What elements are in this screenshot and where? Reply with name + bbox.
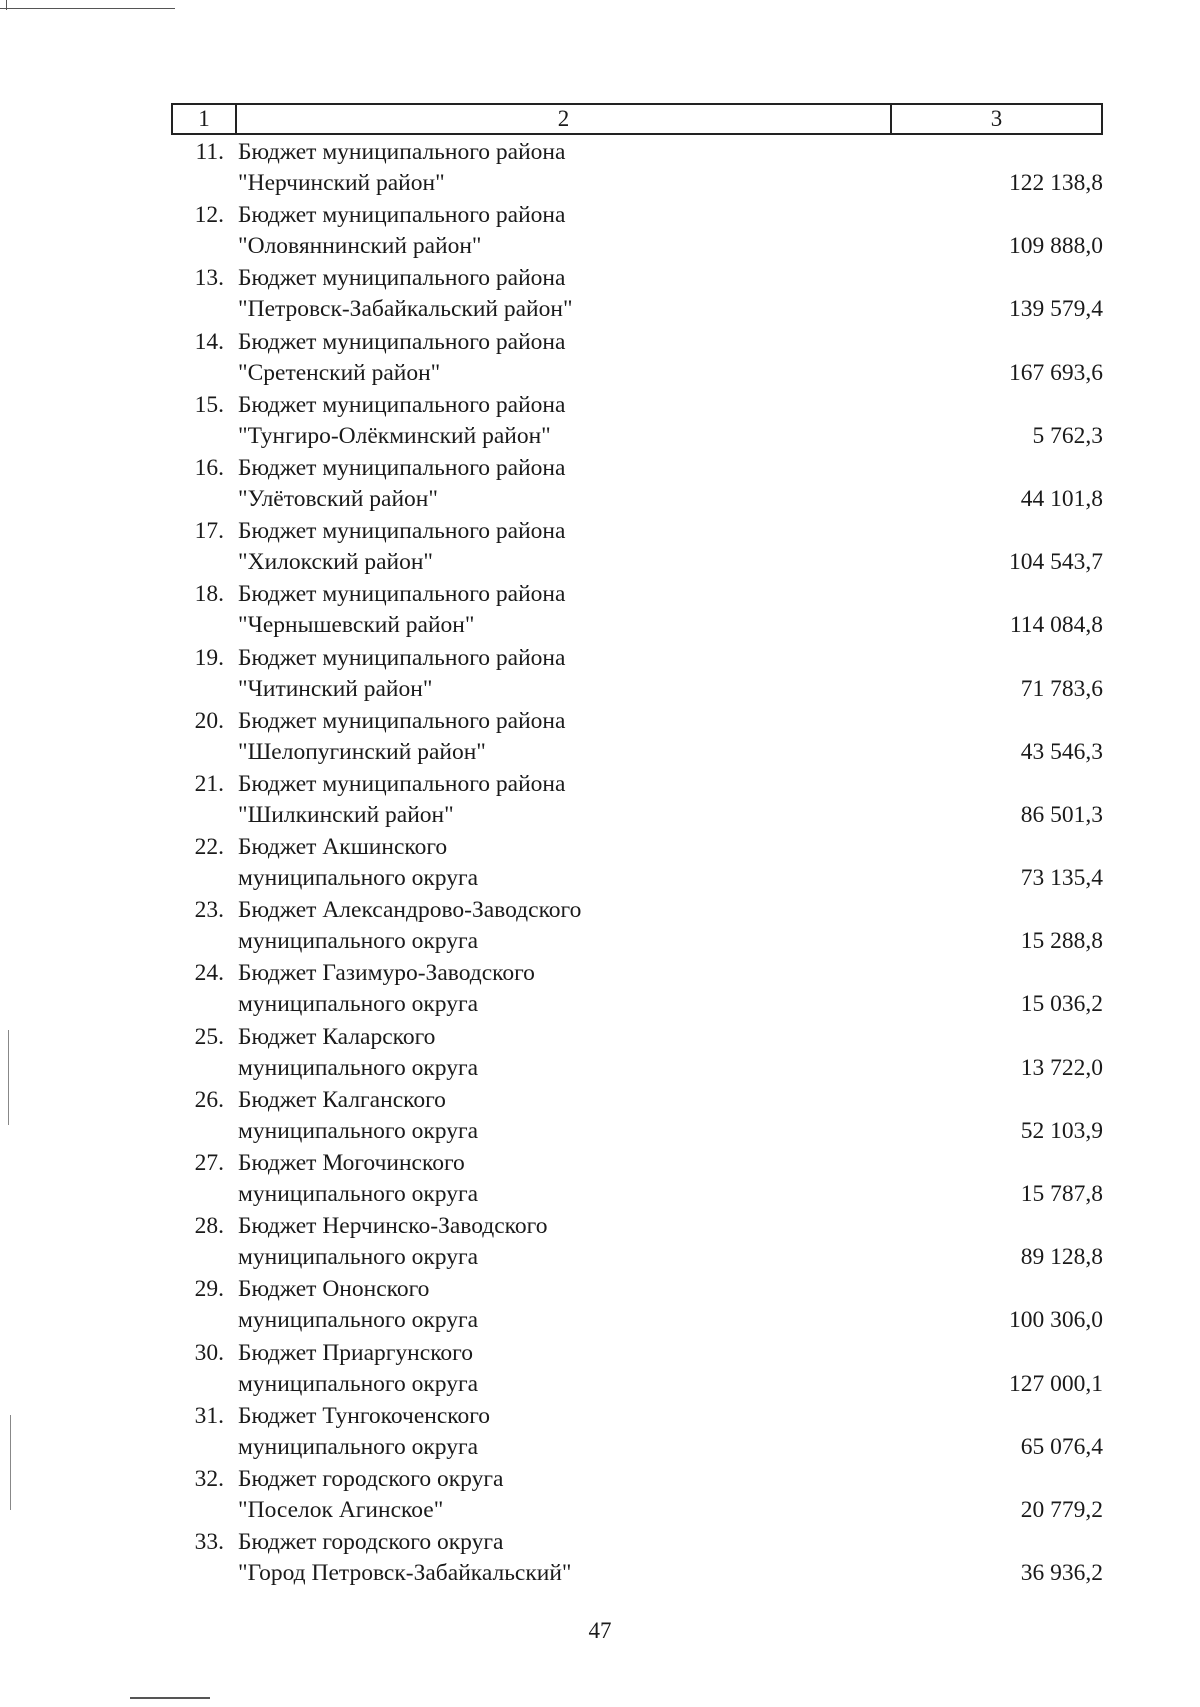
row-number: 18. [194, 581, 224, 608]
row-name-line1: Бюджет муниципального района [238, 265, 566, 292]
row-name-line1: Бюджет муниципального района [238, 518, 566, 545]
page-number: 47 [588, 1618, 612, 1643]
row-budget-name [238, 1338, 798, 1400]
row-amount: 89 128,8 [1020, 1244, 1103, 1271]
row-name-line1: Бюджет Тунгокоченского [238, 1402, 491, 1429]
row-amount: 13 722,0 [1020, 1054, 1103, 1081]
row-name-line2: муниципального округа [238, 928, 479, 955]
row-name-line1: Бюджет Ононского [238, 1276, 430, 1303]
row-budget-name [238, 263, 798, 325]
row-amount: 86 501,3 [1020, 801, 1103, 828]
row-name-line2: "Чернышевский район" [238, 612, 475, 639]
row-budget-name [238, 1274, 798, 1336]
row-name-line1: Бюджет муниципального района [238, 454, 566, 481]
table-row [171, 1085, 1103, 1148]
row-name-line1: Бюджет муниципального района [238, 328, 566, 355]
row-name-line2: "Оловяннинский район" [238, 233, 482, 260]
table-row [171, 832, 1103, 895]
row-number: 31. [194, 1402, 224, 1429]
row-name-line2: "Петровск-Забайкальский район" [238, 296, 573, 323]
row-name-line1: Бюджет муниципального района [238, 644, 566, 671]
row-budget-name [238, 1464, 798, 1526]
row-amount: 122 138,8 [1009, 170, 1103, 196]
row-number: 19. [194, 644, 224, 671]
row-name-line2: "Тунгиро-Олёкминский район" [238, 422, 551, 449]
table-row [171, 1401, 1103, 1464]
row-amount: 114 084,8 [1009, 612, 1103, 639]
row-name-line1: Бюджет городского округа [238, 1465, 504, 1492]
header-col-value: 3 [990, 106, 1003, 131]
row-budget-name [238, 1085, 798, 1147]
row-amount: 20 779,2 [1020, 1496, 1103, 1523]
row-number: 27. [194, 1150, 224, 1176]
table-row [171, 200, 1103, 263]
table-row [171, 1527, 1103, 1590]
row-number: 24. [194, 960, 224, 987]
row-name-line2: "Поселок Агинское" [238, 1496, 444, 1523]
table-row [171, 769, 1103, 832]
table-row [171, 390, 1103, 453]
table-row [171, 706, 1103, 769]
row-budget-name [238, 200, 798, 262]
scan-edge-mark [8, 1030, 9, 1125]
row-amount: 73 135,4 [1020, 865, 1103, 892]
row-number: 28. [194, 1213, 224, 1240]
table-row [171, 1211, 1103, 1274]
row-name-line2: муниципального округа [238, 1244, 479, 1271]
table-row [171, 1274, 1103, 1337]
row-name-line1: Бюджет муниципального района [238, 202, 566, 229]
row-name-line2: "Сретенский район" [238, 359, 441, 386]
table-row [171, 1338, 1103, 1401]
table-row [171, 263, 1103, 326]
row-number: 12. [194, 202, 224, 229]
row-name-line2: муниципального округа [238, 1433, 479, 1460]
row-budget-name [238, 137, 798, 199]
table-row [171, 1022, 1103, 1085]
row-name-line2: муниципального округа [238, 1181, 479, 1207]
row-name-line2: "Город Петровск-Забайкальский" [238, 1560, 572, 1587]
row-budget-name [238, 643, 798, 705]
row-amount: 104 543,7 [1009, 549, 1103, 576]
table-row [171, 453, 1103, 516]
table-row [171, 1148, 1103, 1211]
row-amount: 109 888,0 [1009, 233, 1103, 260]
row-budget-name [238, 390, 798, 452]
scan-edge-mark [6, 0, 7, 10]
row-number: 32. [194, 1465, 224, 1492]
row-budget-name [238, 1527, 798, 1589]
row-name-line1: Бюджет Акшинского [238, 834, 448, 861]
row-amount: 15 787,8 [1020, 1181, 1103, 1207]
row-number: 11. [195, 139, 224, 165]
row-amount: 36 936,2 [1020, 1560, 1103, 1587]
row-number: 15. [194, 391, 224, 418]
row-number: 30. [194, 1339, 224, 1366]
row-number: 20. [194, 707, 224, 734]
header-col-name: 2 [237, 105, 892, 133]
row-number: 29. [194, 1276, 224, 1303]
row-name-line2: "Шелопугинский район" [238, 738, 486, 765]
budget-table [171, 137, 1103, 1590]
scan-edge-mark [0, 8, 175, 9]
row-number: 14. [194, 328, 224, 355]
row-budget-name [238, 1211, 798, 1273]
row-budget-name [238, 958, 798, 1020]
row-name-line1: Бюджет городского округа [238, 1529, 504, 1556]
table-row [171, 137, 1103, 200]
row-budget-name [238, 769, 798, 831]
row-amount: 15 288,8 [1020, 928, 1103, 955]
row-amount: 65 076,4 [1020, 1433, 1103, 1460]
row-name-line2: муниципального округа [238, 1307, 479, 1334]
row-number: 22. [194, 834, 224, 861]
table-row [171, 895, 1103, 958]
header-col-number: 1 [173, 105, 237, 133]
row-amount: 5 762,3 [1032, 422, 1103, 449]
row-name-line2: "Хилокский район" [238, 549, 433, 576]
row-number: 23. [194, 897, 224, 924]
row-number: 21. [194, 770, 224, 797]
row-name-line1: Бюджет муниципального района [238, 139, 566, 165]
row-name-line2: муниципального округа [238, 865, 479, 892]
table-row [171, 958, 1103, 1021]
scan-edge-mark [10, 1415, 11, 1510]
row-name-line1: Бюджет Могочинского [238, 1150, 465, 1176]
scan-edge-mark [130, 1697, 210, 1699]
row-budget-name [238, 895, 798, 957]
row-name-line2: "Нерчинский район" [238, 170, 445, 196]
row-name-line2: муниципального округа [238, 1054, 479, 1081]
row-name-line1: Бюджет Нерчинско-Заводского [238, 1213, 548, 1240]
row-budget-name [238, 453, 798, 515]
table-row [171, 516, 1103, 579]
row-name-line2: муниципального округа [238, 1117, 479, 1144]
row-name-line1: Бюджет Александрово-Заводского [238, 897, 582, 924]
row-amount: 139 579,4 [1009, 296, 1103, 323]
row-name-line1: Бюджет муниципального района [238, 391, 566, 418]
row-budget-name [238, 516, 798, 578]
row-name-line1: Бюджет Приаргунского [238, 1339, 473, 1366]
row-budget-name [238, 1148, 798, 1210]
row-number: 13. [194, 265, 224, 292]
row-amount: 167 693,6 [1009, 359, 1103, 386]
table-row [171, 579, 1103, 642]
table-row [171, 1464, 1103, 1527]
row-budget-name [238, 327, 798, 389]
row-number: 25. [194, 1023, 224, 1050]
row-budget-name [238, 579, 798, 641]
table-header [171, 103, 1103, 135]
row-amount: 44 101,8 [1020, 485, 1103, 512]
row-name-line2: "Улётовский район" [238, 485, 438, 512]
row-amount: 100 306,0 [1009, 1307, 1103, 1334]
row-number: 26. [194, 1086, 224, 1113]
table-row [171, 643, 1103, 706]
row-name-line1: Бюджет муниципального района [238, 707, 566, 734]
row-budget-name [238, 1401, 798, 1463]
row-amount: 15 036,2 [1020, 991, 1103, 1018]
row-budget-name [238, 1022, 798, 1084]
row-number: 17. [194, 518, 224, 545]
row-amount: 43 546,3 [1020, 738, 1103, 765]
row-budget-name [238, 706, 798, 768]
row-name-line2: "Шилкинский район" [238, 801, 454, 828]
row-budget-name [238, 832, 798, 894]
row-name-line1: Бюджет муниципального района [238, 581, 566, 608]
row-name-line1: Бюджет Газимуро-Заводского [238, 960, 535, 987]
table-row [171, 327, 1103, 390]
row-name-line1: Бюджет муниципального района [238, 770, 566, 797]
row-amount: 71 783,6 [1020, 675, 1103, 702]
row-amount: 52 103,9 [1020, 1117, 1103, 1144]
row-name-line2: муниципального округа [238, 1370, 479, 1397]
row-name-line1: Бюджет Калганского [238, 1086, 446, 1113]
row-name-line2: муниципального округа [238, 991, 479, 1018]
row-number: 16. [194, 454, 224, 481]
row-number: 33. [194, 1529, 224, 1556]
row-name-line1: Бюджет Каларского [238, 1023, 436, 1050]
row-amount: 127 000,1 [1009, 1370, 1103, 1397]
row-name-line2: "Читинский район" [238, 675, 433, 702]
